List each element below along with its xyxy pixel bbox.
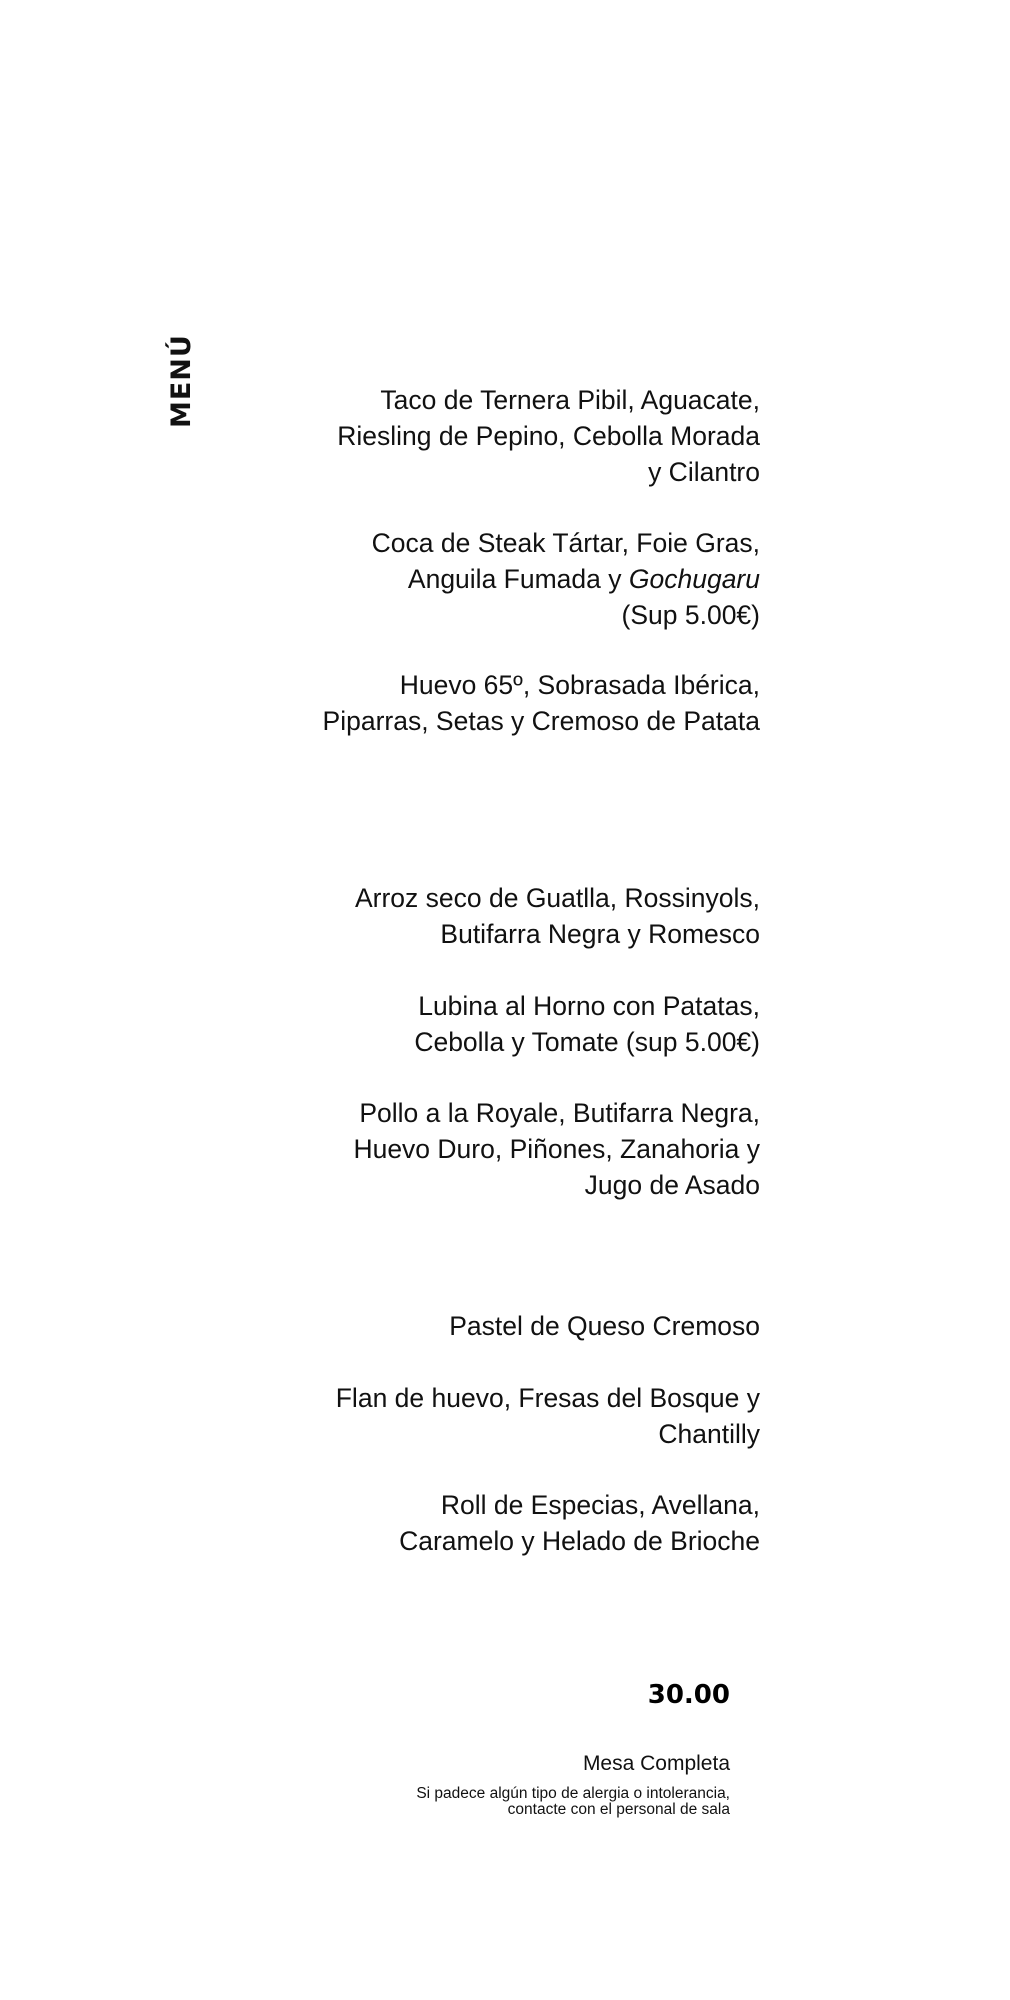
allergy-note: [310, 1786, 730, 1818]
dish-line: Flan de huevo, Fresas del Bosque y: [335, 1383, 760, 1413]
dish-dessert-3: [240, 1487, 760, 1559]
dish-line: Chantilly: [658, 1419, 760, 1449]
dish-main-3: [240, 1095, 760, 1203]
dish-italic-text: Gochugaru: [628, 564, 760, 594]
dish-line: Roll de Especias, Avellana,: [440, 1490, 760, 1520]
dish-line: Piparras, Setas y Cremoso de Patata: [322, 706, 760, 736]
dish-line: Coca de Steak Tártar, Foie Gras,: [371, 528, 760, 558]
dish-line: Cebolla y Tomate (sup 5.00€): [414, 1027, 760, 1057]
dish-dessert-2: [240, 1380, 760, 1452]
dish-starter-3: [240, 667, 760, 739]
dish-line: Taco de Ternera Pibil, Aguacate,: [380, 385, 760, 415]
menu-title: MENÚ: [166, 334, 197, 428]
dish-starter-2: [240, 525, 760, 633]
dish-line: Huevo 65º, Sobrasada Ibérica,: [399, 670, 760, 700]
dish-line: Pastel de Queso Cremoso: [449, 1311, 760, 1341]
dish-line-text: Anguila Fumada y: [407, 564, 629, 594]
dish-line: y Cilantro: [648, 457, 760, 487]
menu-price: 30.00: [647, 1680, 730, 1710]
dish-starter-1: [240, 382, 760, 490]
dish-line: Butifarra Negra y Romesco: [440, 919, 760, 949]
dish-line: Arroz seco de Guatlla, Rossinyols,: [354, 883, 760, 913]
allergy-note-line: Si padece algún tipo de alergia o intolerancia,: [416, 1785, 730, 1802]
dish-line: Huevo Duro, Piñones, Zanahoria y: [353, 1134, 760, 1164]
dish-line: (Sup 5.00€): [621, 600, 760, 630]
dish-line: Jugo de Asado: [584, 1170, 760, 1200]
dish-line: Lubina al Horno con Patatas,: [418, 991, 760, 1021]
dish-line: Caramelo y Helado de Brioche: [399, 1526, 760, 1556]
dish-main-1: [240, 880, 760, 952]
allergy-note-line: contacte con el personal de sala: [507, 1801, 730, 1818]
dish-line: Pollo a la Royale, Butifarra Negra,: [359, 1098, 760, 1128]
dish-main-2: [240, 988, 760, 1060]
footer-title: Mesa Completa: [582, 1752, 730, 1775]
dish-line: [240, 561, 760, 597]
dish-line: Riesling de Pepino, Cebolla Morada: [337, 421, 760, 451]
dish-dessert-1: [240, 1308, 760, 1344]
